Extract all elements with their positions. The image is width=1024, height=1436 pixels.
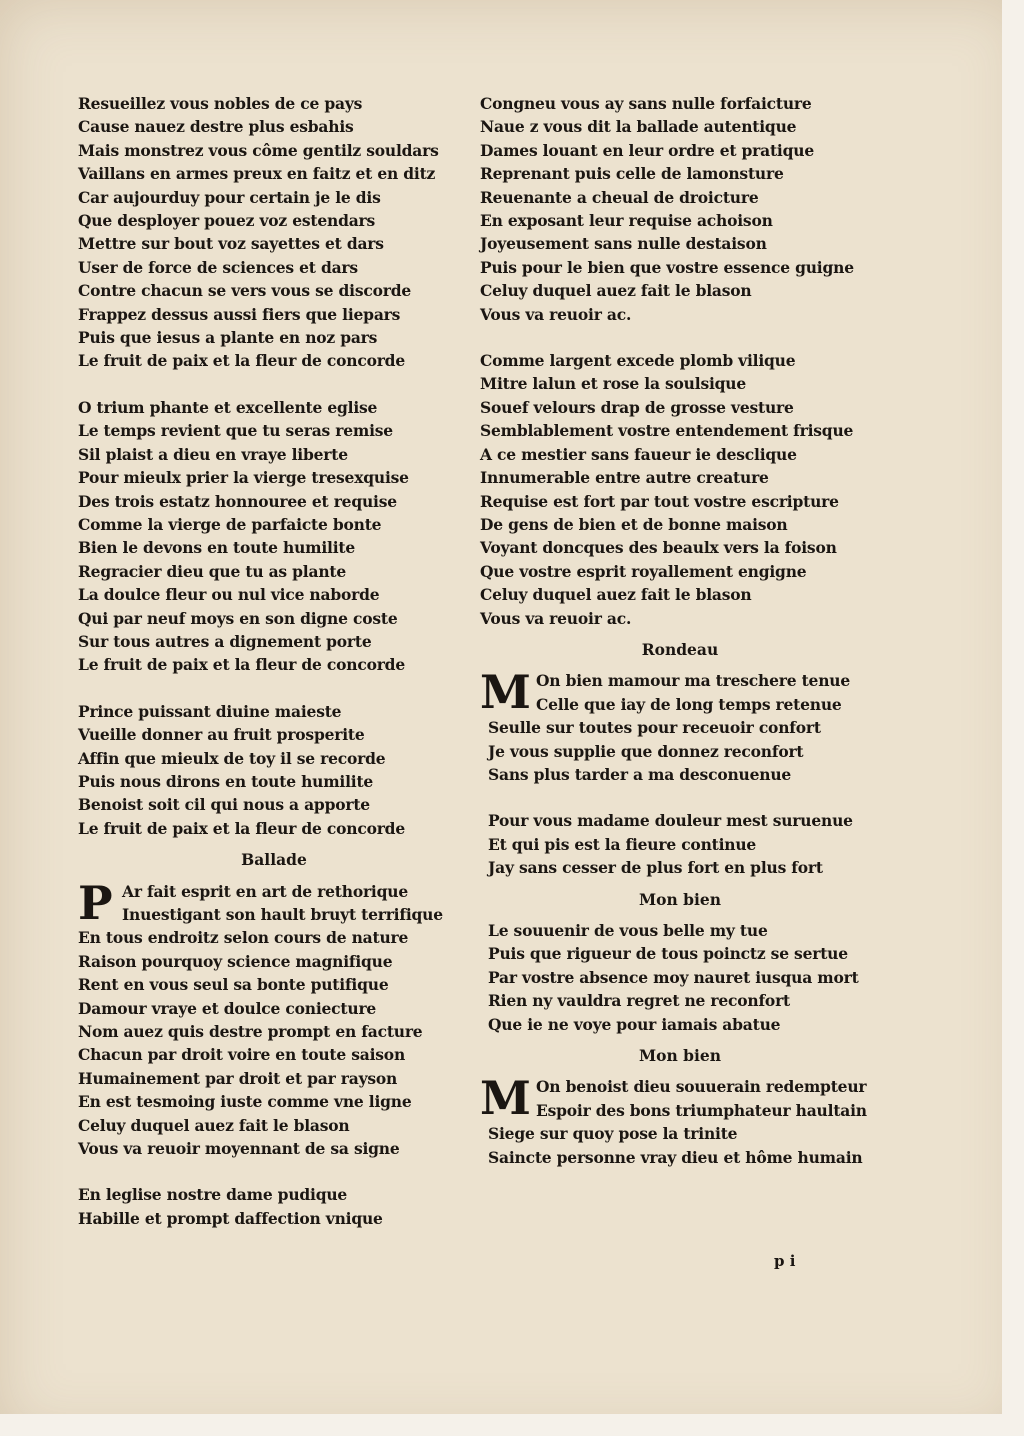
stanza-r4 bbox=[480, 809, 880, 879]
verse-line: Et qui pis est la fieure continue bbox=[488, 834, 757, 854]
verse-line: Sur tous autres a dignement porte bbox=[78, 631, 372, 651]
verse-line: Jay sans cesser de plus fort en plus fort bbox=[488, 858, 823, 878]
verse-line: Benoist soit cil qui nous a apporte bbox=[78, 795, 370, 815]
verse-line: On bien mamour ma treschere tenue bbox=[536, 671, 851, 691]
rondeau bbox=[480, 665, 880, 786]
verse-line: Rent en vous seul sa bonte putifique bbox=[78, 975, 389, 995]
verse-line: Le souuenir de vous belle my tue bbox=[488, 921, 768, 940]
verse-line: Puis que rigueur de tous poinctz se sertue bbox=[488, 944, 848, 964]
verse-line: Habille et prompt daffection vnique bbox=[78, 1208, 383, 1228]
verse-line: Mitre lalun et rose la soulsique bbox=[480, 374, 747, 394]
verse-line: Le fruit de paix et la fleur de concorde bbox=[78, 818, 405, 838]
final-stanza bbox=[480, 1071, 880, 1169]
verse-line: Voyant doncques des beaulx vers la foison bbox=[480, 538, 837, 558]
verse-line: Bien le devons en toute humilite bbox=[78, 538, 356, 558]
verse-line: A ce mestier sans faueur ie desclique bbox=[480, 444, 797, 464]
page-edge-right bbox=[1002, 0, 1024, 1436]
verse-line: Vaillans en armes preux en faitz et en ditz bbox=[78, 164, 436, 184]
verse-line: Vueille donner au fruit prosperite bbox=[78, 725, 365, 745]
verse-line: Chacun par droit voire en toute saison bbox=[78, 1045, 406, 1065]
verse-line: Car aujourduy pour certain je le dis bbox=[78, 187, 381, 207]
verse-line: Celuy duquel auez fait le blason bbox=[78, 1115, 350, 1135]
verse-line: Innumerable entre autre creature bbox=[480, 468, 769, 488]
verse-line: Saincte personne vray dieu et hôme humain bbox=[488, 1147, 863, 1167]
verse-line: Vous va reuoir moyennant de sa signe bbox=[78, 1139, 400, 1159]
verse-line: En leglise nostre dame pudique bbox=[78, 1185, 348, 1205]
verse-line: Pour vous madame douleur mest suruenue bbox=[488, 811, 853, 831]
verse-line: Comme la vierge de parfaicte bonte bbox=[78, 514, 382, 534]
verse-line: Puis pour le bien que vostre essence guigne bbox=[480, 257, 854, 277]
verse-line: Celuy duquel auez fait le blason bbox=[480, 585, 752, 605]
verse-line: User de force de sciences et dars bbox=[78, 257, 358, 277]
verse-line: Puis nous dirons en toute humilite bbox=[78, 771, 374, 791]
verse-line: Rien ny vauldra regret ne reconfort bbox=[488, 991, 791, 1011]
verse-line: Contre chacun se vers vous se discorde bbox=[78, 281, 412, 301]
verse-line: Semblablement vostre entendement frisque bbox=[480, 421, 854, 441]
verse-line: Comme largent excede plomb vilique bbox=[480, 351, 796, 371]
verse-line: En tous endroitz selon cours de nature bbox=[78, 928, 409, 948]
verse-line: Joyeusement sans nulle destaison bbox=[480, 234, 767, 254]
verse-line: Reuenante a cheual de droicture bbox=[480, 187, 759, 207]
stanza-r1 bbox=[480, 92, 880, 326]
drop-cap: M bbox=[480, 1071, 531, 1126]
verse-line: Congneu vous ay sans nulle forfaicture bbox=[480, 94, 812, 113]
verse-line: Que vostre esprit royallement engigne bbox=[480, 561, 807, 581]
drop-cap: M bbox=[480, 665, 531, 720]
verse-line: Naue z vous dit la ballade autentique bbox=[480, 117, 797, 137]
verse-line: O trium phante et excellente eglise bbox=[78, 397, 378, 417]
verse-line: Le fruit de paix et la fleur de concorde bbox=[78, 655, 405, 675]
drop-cap: P bbox=[78, 875, 113, 930]
verse-line: Affin que mieulx de toy il se recorde bbox=[78, 748, 386, 768]
left-column bbox=[78, 92, 470, 1230]
stanza-r5 bbox=[480, 919, 880, 1036]
right-column bbox=[480, 92, 880, 1169]
verse-line: Ar fait esprit en art de rethorique bbox=[122, 881, 408, 901]
verse-line: Je vous supplie que donnez reconfort bbox=[488, 741, 804, 761]
verse-line: Inuestigant son hault bruyt terrifique bbox=[122, 905, 443, 924]
heading-rondeau: Rondeau bbox=[641, 639, 719, 659]
verse-line: Frappez dessus aussi fiers que liepars bbox=[78, 304, 401, 324]
heading-mon-bien: Mon bien bbox=[638, 889, 722, 909]
verse-line: Qui par neuf moys en son digne coste bbox=[78, 608, 398, 628]
verse-line: Des trois estatz honnouree et requise bbox=[78, 491, 397, 511]
page-edge-bottom bbox=[0, 1414, 1024, 1436]
verse-line: Resueillez vous nobles de ce pays bbox=[78, 94, 363, 113]
verse-line: Seulle sur toutes pour receuoir confort bbox=[488, 718, 821, 738]
verse-line: Cause nauez destre plus esbahis bbox=[78, 117, 354, 137]
verse-line: Puis que iesus a plante en noz pars bbox=[78, 328, 378, 348]
verse-line: En exposant leur requise achoison bbox=[480, 211, 773, 231]
verse-line: On benoist dieu souuerain redempteur bbox=[536, 1077, 867, 1097]
verse-line: Que desployer pouez voz estendars bbox=[78, 211, 376, 231]
stanza-end bbox=[78, 1183, 470, 1230]
verse-line: Souef velours drap de grosse vesture bbox=[480, 397, 794, 417]
verse-line: La doulce fleur ou nul vice naborde bbox=[78, 585, 380, 605]
verse-line: Espoir des bons triumphateur haultain bbox=[536, 1100, 867, 1120]
verse-line: Le temps revient que tu seras remise bbox=[78, 421, 393, 441]
verse-line: Celuy duquel auez fait le blason bbox=[480, 281, 752, 301]
stanza-2 bbox=[78, 396, 470, 677]
verse-line: Regracier dieu que tu as plante bbox=[78, 561, 347, 581]
verse-line: Que ie ne voye pour iamais abatue bbox=[488, 1014, 781, 1034]
verse-line: Le fruit de paix et la fleur de concorde bbox=[78, 351, 405, 371]
verse-line: Raison pourquoy science magnifique bbox=[78, 951, 393, 971]
verse-line: Sans plus tarder a ma desconuenue bbox=[488, 764, 792, 784]
verse-line: Vous va reuoir ac. bbox=[480, 608, 632, 628]
signature-mark: p i bbox=[774, 1252, 796, 1270]
stanza-r2 bbox=[480, 349, 880, 630]
verse-line: Siege sur quoy pose la trinite bbox=[488, 1124, 738, 1144]
verse-line: Mais monstrez vous côme gentilz souldars bbox=[78, 140, 439, 160]
verse-line: Celle que iay de long temps retenue bbox=[536, 694, 842, 714]
verse-line: Reprenant puis celle de lamonsture bbox=[480, 164, 784, 184]
verse-line: Dames louant en leur ordre et pratique bbox=[480, 140, 814, 160]
verse-line: Vous va reuoir ac. bbox=[480, 304, 632, 324]
envoi bbox=[78, 700, 470, 840]
verse-line: Pour mieulx prier la vierge tresexquise bbox=[78, 468, 409, 488]
verse-line: Nom auez quis destre prompt en facture bbox=[78, 1022, 423, 1042]
heading-ballade: Ballade bbox=[241, 850, 307, 870]
verse-line: Par vostre absence moy nauret iusqua mort bbox=[488, 967, 859, 987]
verse-line: Sil plaist a dieu en vraye liberte bbox=[78, 444, 348, 464]
stanza-1 bbox=[78, 92, 470, 373]
verse-line: De gens de bien et de bonne maison bbox=[480, 514, 788, 534]
verse-line: Prince puissant diuine maieste bbox=[78, 701, 342, 721]
verse-line: Requise est fort par tout vostre escripture bbox=[480, 491, 839, 511]
verse-line: Mettre sur bout voz sayettes et dars bbox=[78, 234, 384, 254]
heading-mon-bien: Mon bien bbox=[638, 1046, 722, 1066]
verse-line: En est tesmoing iuste comme vne ligne bbox=[78, 1092, 412, 1112]
verse-line: Damour vraye et doulce coniecture bbox=[78, 998, 377, 1018]
verse-line: Humainement par droit et par rayson bbox=[78, 1068, 398, 1088]
ballade bbox=[78, 875, 470, 1161]
